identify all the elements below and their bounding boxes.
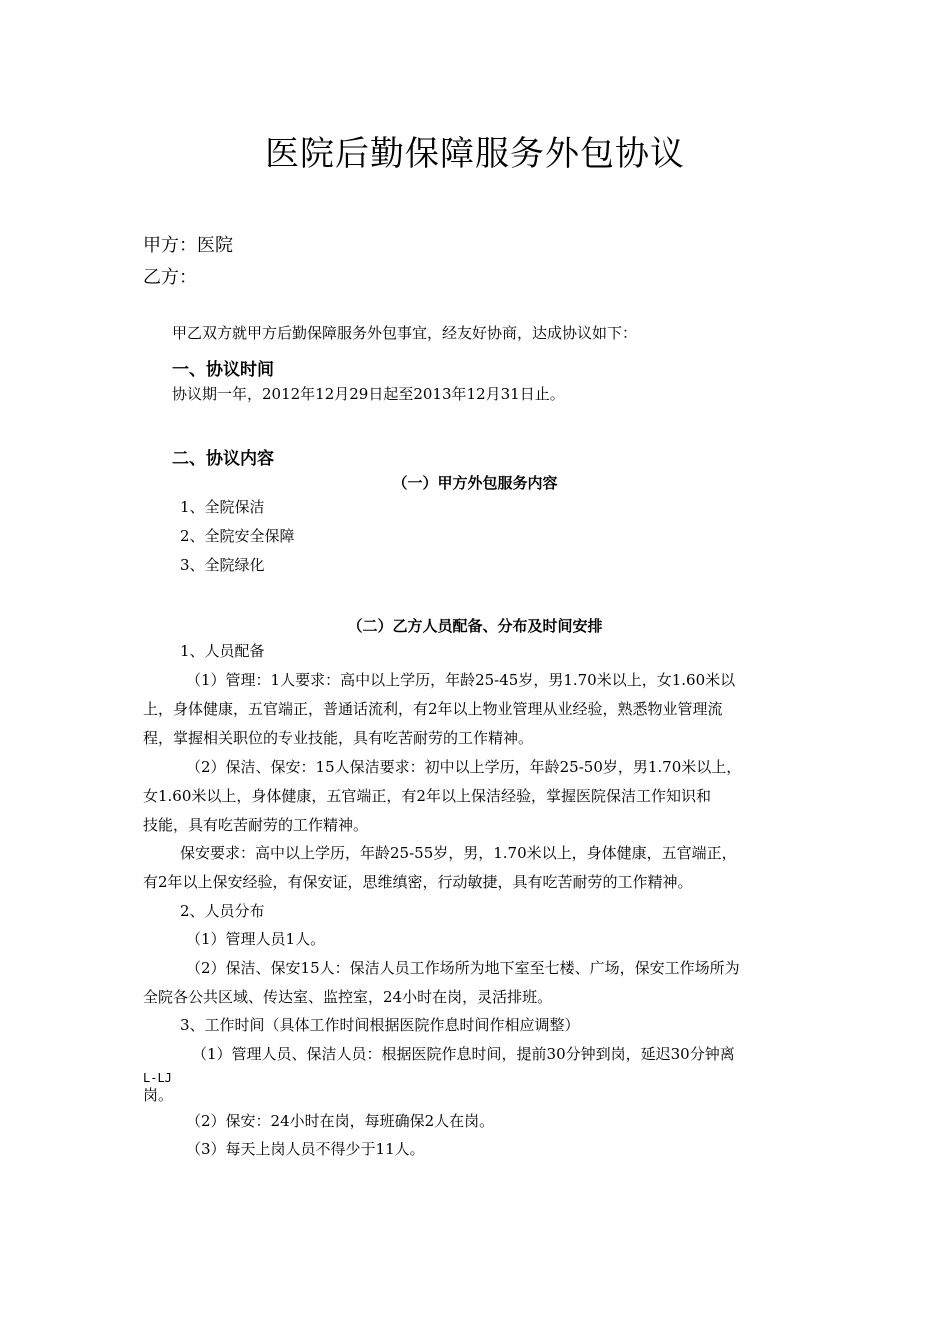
distribution-item: （2）保洁、保安15人：保洁人员工作场所为地下室至七楼、广场，保安工作场所为 [186, 959, 740, 977]
document-title: 医院后勤保障服务外包协议 [265, 134, 685, 174]
party-b: 乙方： [143, 267, 197, 288]
cleaning-requirements-line: （2）保洁、保安：15人保洁要求：初中以上学历，年龄25-50岁，男1.70米以上， [186, 758, 742, 776]
security-requirements-line: 保安要求：高中以上学历，年龄25-55岁，男，1.70米以上，身体健康，五官端正， [180, 844, 737, 862]
distribution-item: （1）管理人员1人。 [186, 930, 326, 948]
work-time-item: （2）保安：24小时在岗，每班确保2人在岗。 [186, 1112, 495, 1130]
section-1-heading: 一、协议时间 [172, 360, 274, 380]
section-2-heading: 二、协议内容 [172, 449, 274, 469]
work-time-heading: 3、工作时间（具体工作时间根据医院作息时间作相应调整） [180, 1016, 580, 1034]
section-1-text: 协议期一年，2012年12月29日起至2013年12月31日止。 [172, 385, 565, 403]
management-requirements-line: 上，身体健康，五官端正，普通话流利，有2年以上物业管理从业经验，熟悉物业管理流 [143, 700, 723, 718]
intro-paragraph: 甲乙双方就甲方后勤保障服务外包事宜，经友好协商，达成协议如下： [172, 324, 638, 342]
scan-artifact: L-LJ [143, 1071, 172, 1085]
cleaning-requirements-line: 技能，具有吃苦耐劳的工作精神。 [143, 816, 369, 834]
management-requirements-line: （1）管理：1人要求：高中以上学历，年龄25-45岁，男1.70米以上，女1.60米以 [186, 671, 736, 689]
list-item: 2、全院安全保障 [180, 527, 295, 545]
management-requirements-line: 程，掌握相关职位的专业技能，具有吃苦耐劳的工作精神。 [143, 729, 534, 747]
subsection-1-heading: （一）甲方外包服务内容 [392, 474, 558, 492]
work-time-item: （3）每天上岗人员不得少于11人。 [186, 1140, 425, 1158]
list-item: 3、全院绿化 [180, 556, 265, 574]
distribution-item: 全院各公共区域、传达室、监控室，24小时在岗，灵活排班。 [143, 988, 553, 1006]
work-time-item-end: 岗。 [143, 1086, 174, 1104]
security-requirements-line: 有2年以上保安经验，有保安证，思维缜密，行动敏捷，具有吃苦耐劳的工作精神。 [143, 873, 693, 891]
list-item: 1、全院保洁 [180, 498, 265, 516]
staffing-heading: 1、人员配备 [180, 642, 265, 660]
work-time-item: （1）管理人员、保洁人员：根据医院作息时间，提前30分钟到岗，延迟30分钟离 [192, 1045, 735, 1063]
party-a: 甲方：医院 [143, 235, 233, 256]
distribution-heading: 2、人员分布 [180, 902, 265, 920]
subsection-2-heading: （二）乙方人员配备、分布及时间安排 [347, 617, 603, 635]
cleaning-requirements-line: 女1.60米以上，身体健康，五官端正，有2年以上保洁经验，掌握医院保洁工作知识和 [143, 787, 711, 805]
